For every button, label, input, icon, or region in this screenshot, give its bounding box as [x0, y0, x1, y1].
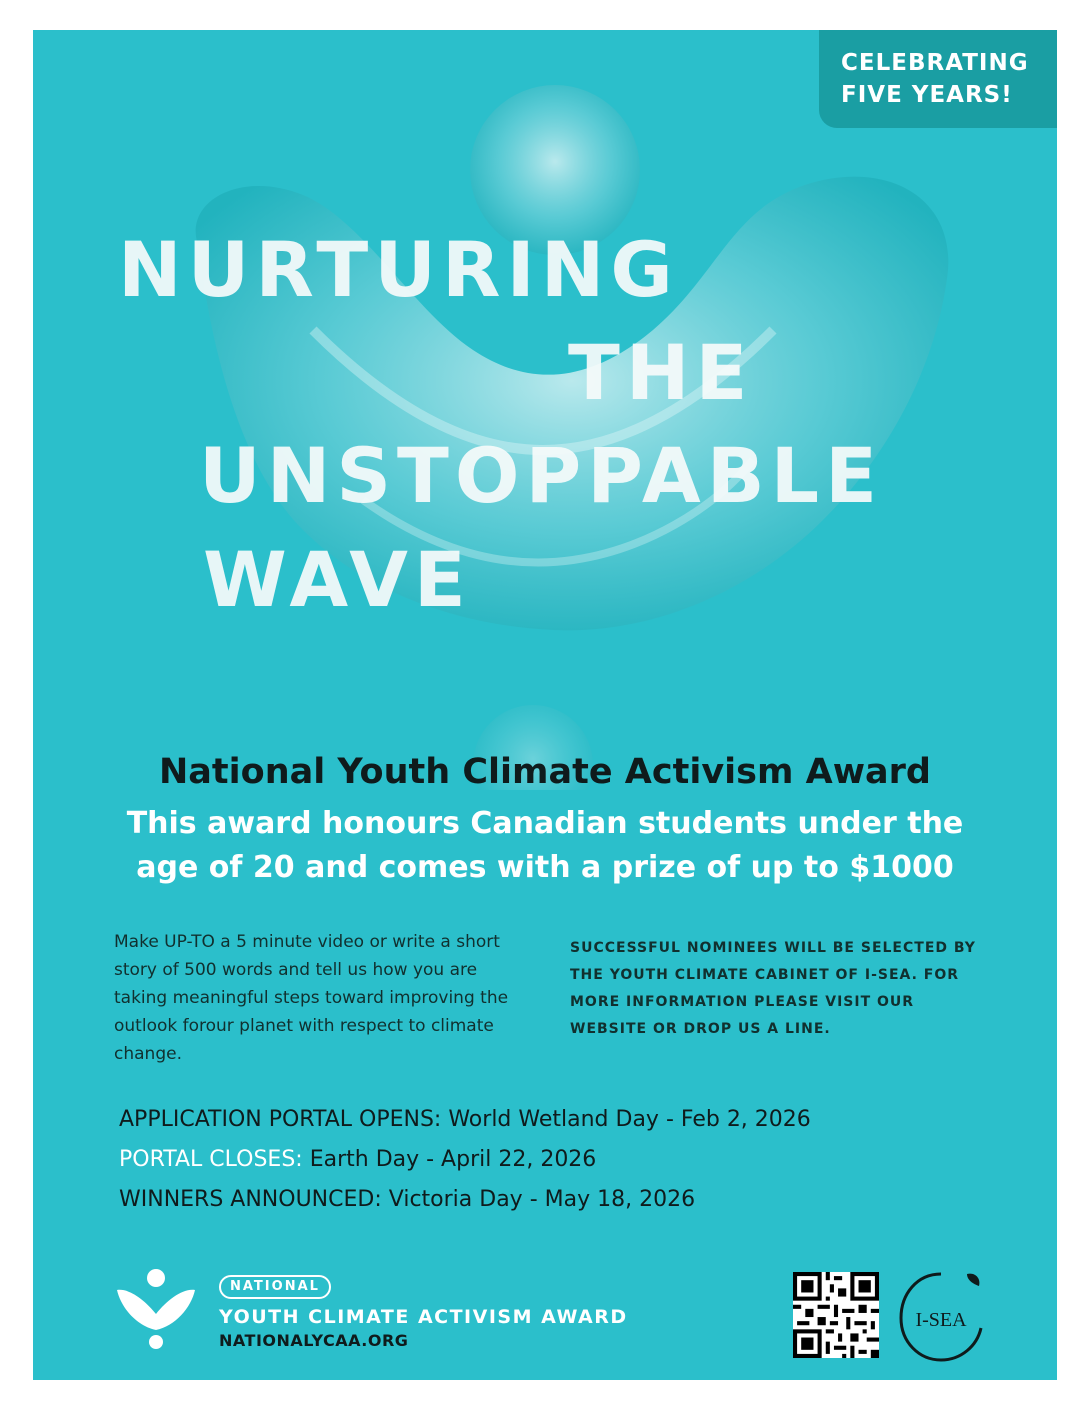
- headline-line-2: THE: [568, 328, 754, 417]
- headline-line-3: UNSTOPPABLE: [199, 431, 884, 520]
- ocean-wave-artwork: [33, 30, 1057, 790]
- headline-line-1: NURTURING: [118, 225, 679, 314]
- badge-line-2: FIVE YEARS!: [841, 82, 1013, 108]
- footer-award-name: YOUTH CLIMATE ACTIVISM AWARD: [219, 1306, 628, 1328]
- award-subtitle: This award honours Canadian students under the age of 20 and comes with a prize of up to $1000: [126, 806, 964, 885]
- nycaa-logo-icon: [115, 1268, 197, 1350]
- date-row: [119, 1140, 811, 1180]
- poster: [33, 30, 1057, 1380]
- date-value: World Wetland Day - Feb 2, 2026: [448, 1107, 811, 1132]
- date-row: [119, 1100, 811, 1140]
- qr-code-icon[interactable]: [793, 1272, 879, 1358]
- date-label: APPLICATION PORTAL OPENS:: [119, 1107, 442, 1132]
- instructions-text: Make UP-TO a 5 minute video or write a short story of 500 words and tell us how you are taking meaningful steps toward improving the outlook forour planet with respect to climate change.: [114, 932, 509, 1064]
- date-row: [119, 1180, 811, 1220]
- i-sea-logo-text: I-SEA: [915, 1309, 967, 1331]
- key-dates: [119, 1100, 811, 1220]
- award-title: National Youth Climate Activism Award: [159, 752, 931, 792]
- date-value: Earth Day - April 22, 2026: [309, 1147, 597, 1172]
- footer-branding: [219, 1275, 628, 1350]
- website-link[interactable]: NATIONALYCAA.ORG: [219, 1331, 409, 1350]
- date-label: PORTAL CLOSES:: [119, 1147, 303, 1172]
- badge-line-1: CELEBRATING: [841, 50, 1029, 76]
- anniversary-badge: [819, 30, 1057, 128]
- national-pill: NATIONAL: [219, 1275, 331, 1299]
- headline-line-4: WAVE: [203, 535, 472, 624]
- selection-info-text: SUCCESSFUL NOMINEES WILL BE SELECTED BY THE YOUTH CLIMATE CABINET OF I-SEA. FOR MORE INFORMATION PLEASE VISIT OUR WEBSITE OR DROP US A LINE.: [570, 940, 976, 1037]
- i-sea-logo-icon: [895, 1266, 987, 1366]
- date-value: Victoria Day - May 18, 2026: [388, 1187, 696, 1212]
- date-label: WINNERS ANNOUNCED:: [119, 1187, 382, 1212]
